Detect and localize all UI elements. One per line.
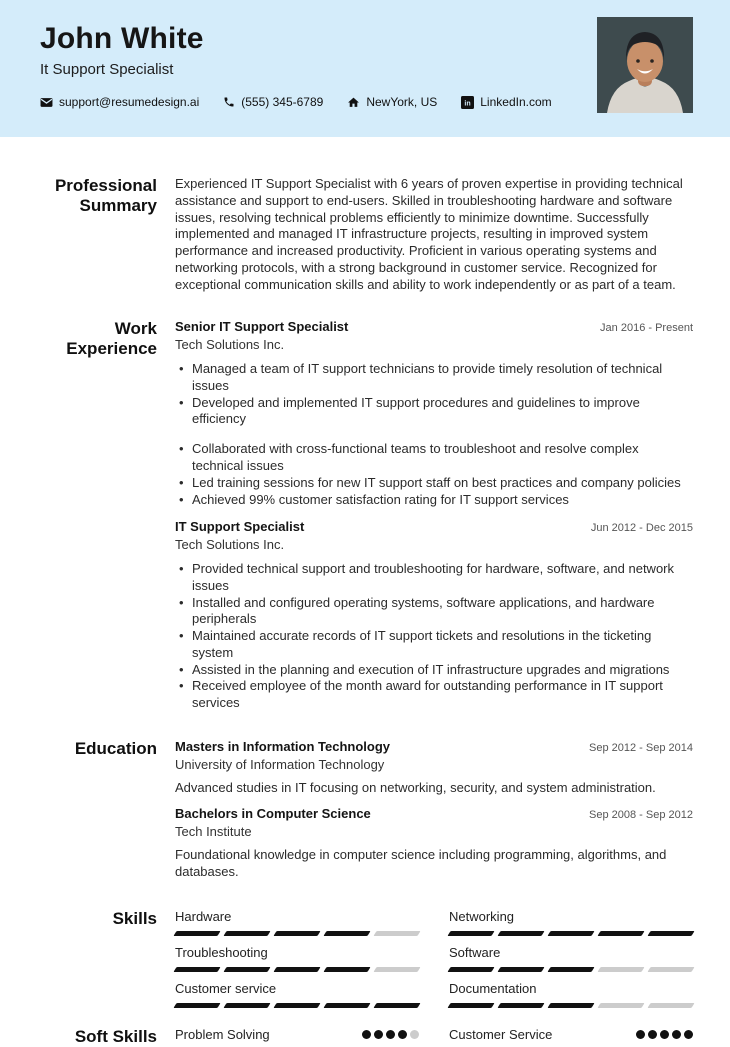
bullet-item: • Received employee of the month award for outstanding performance in IT support services [175,678,693,712]
soft-skill-label: Customer Service [449,1026,553,1042]
skill-level-bar [175,1003,419,1008]
bullet-item: • Collaborated with cross-functional teams to troubleshoot and resolve complex technical issues [175,441,693,475]
summary-text: Experienced IT Support Specialist with 6 years of proven expertise in providing technical assistance and support to end-users. Skilled in troubleshooting hardware and software issues, resolving technical problems efficiently to minimize downtime. Successfully implemented and managed IT infrastructure projects, resulting in improved system performance and increased productivity. Proficient in various operating systems and networking protocols, with a strong background in customer service. Recognized for exceptional communication skills and ability to work independently or as part of a team. [175,176,683,292]
home-icon [347,96,360,109]
skill-item [449,945,693,972]
person-job-title: It Support Specialist [40,61,174,78]
job-entry [175,519,693,712]
job-bullet-list [175,361,693,508]
section-soft-skills [37,1027,693,1047]
email-icon [40,96,53,109]
contact-phone[interactable] [223,95,323,109]
skill-item [449,981,693,1008]
skill-label: Software [449,944,501,960]
soft-skill-rating-dots [362,1030,419,1039]
bullet-item: • Assisted in the planning and execution of IT infrastructure upgrades and migrations [175,662,693,679]
contact-email[interactable] [40,95,199,109]
education-entry [175,739,693,797]
skill-label: Networking [449,908,515,924]
degree-title: Bachelors in Computer Science [175,806,371,822]
contact-row [40,95,690,109]
section-heading: Soft Skills [74,1026,157,1046]
soft-skills-grid [175,1027,693,1042]
section-heading: Work Experience [66,319,157,359]
skill-item [175,981,419,1008]
contact-email-text: support@resumedesign.ai [59,95,200,109]
skill-label: Hardware [175,908,232,924]
skill-level-bar [449,931,693,936]
section-professional-summary [37,176,693,293]
skill-label: Documentation [449,980,537,996]
soft-skill-rating-dots [636,1030,693,1039]
contact-linkedin-text: LinkedIn.com [480,95,552,109]
section-heading: Skills [112,908,157,928]
soft-skill-label: Problem Solving [175,1026,270,1042]
school-name: Tech Institute [175,824,252,840]
skill-item [175,909,419,936]
education-description: Foundational knowledge in computer science including programming, algorithms, and databases. [175,847,667,880]
education-description: Advanced studies in IT focusing on networking, security, and system administration. [175,779,656,795]
linkedin-icon [461,96,474,109]
section-heading: Education [74,738,157,758]
education-entry [175,806,693,880]
resume-header [0,0,730,137]
svg-text:in: in [464,99,471,107]
soft-skill-item [449,1027,693,1042]
soft-skill-item [175,1027,419,1042]
contact-location[interactable] [347,95,437,109]
degree-title: Masters in Information Technology [175,738,391,754]
contact-linkedin[interactable] [461,95,551,109]
bullet-item: • Managed a team of IT support technicians to provide timely resolution of technical issues [175,361,693,395]
section-heading: Professional Summary [54,176,157,216]
school-name: University of Information Technology [175,756,385,772]
section-skills [37,909,693,1008]
job-bullet-list [175,561,693,712]
job-title: Senior IT Support Specialist [175,319,349,335]
skill-level-bar [449,967,693,972]
job-dates: Jan 2016 - Present [600,322,693,335]
bullet-item: • Achieved 99% customer satisfaction rating for IT support services [175,492,693,509]
section-work-experience [37,319,693,712]
resume-body [0,176,730,1047]
skill-item [449,909,693,936]
job-company: Tech Solutions Inc. [175,337,285,353]
education-dates: Sep 2008 - Sep 2012 [589,809,693,822]
contact-phone-text: (555) 345-6789 [241,95,324,109]
job-dates: Jun 2012 - Dec 2015 [590,522,693,535]
bullet-item: • Provided technical support and troubleshooting for hardware, software, and network issues [175,561,693,595]
skill-level-bar [175,967,419,972]
job-company: Tech Solutions Inc. [175,537,285,553]
job-entry [175,319,693,508]
job-title: IT Support Specialist [175,519,305,535]
phone-icon [223,96,235,108]
bullet-item: • Led training sessions for new IT support staff on best practices and company policies [175,475,693,492]
skill-label: Troubleshooting [175,944,268,960]
person-name: John White [40,22,204,55]
bullet-item: • Maintained accurate records of IT support tickets and resolutions in the ticketing system [175,628,693,662]
contact-location-text: NewYork, US [366,95,438,109]
skill-level-bar [449,1003,693,1008]
skill-level-bar [175,931,419,936]
education-dates: Sep 2012 - Sep 2014 [589,741,693,754]
bullet-item: • Installed and configured operating systems, software applications, and hardware peripherals [175,595,693,629]
skill-label: Customer service [175,980,277,996]
skills-grid [175,909,693,1008]
bullet-item: • Developed and implemented IT support procedures and guidelines to improve efficiency [175,395,693,429]
skill-item [175,945,419,972]
avatar [597,17,693,113]
section-education [37,739,693,881]
